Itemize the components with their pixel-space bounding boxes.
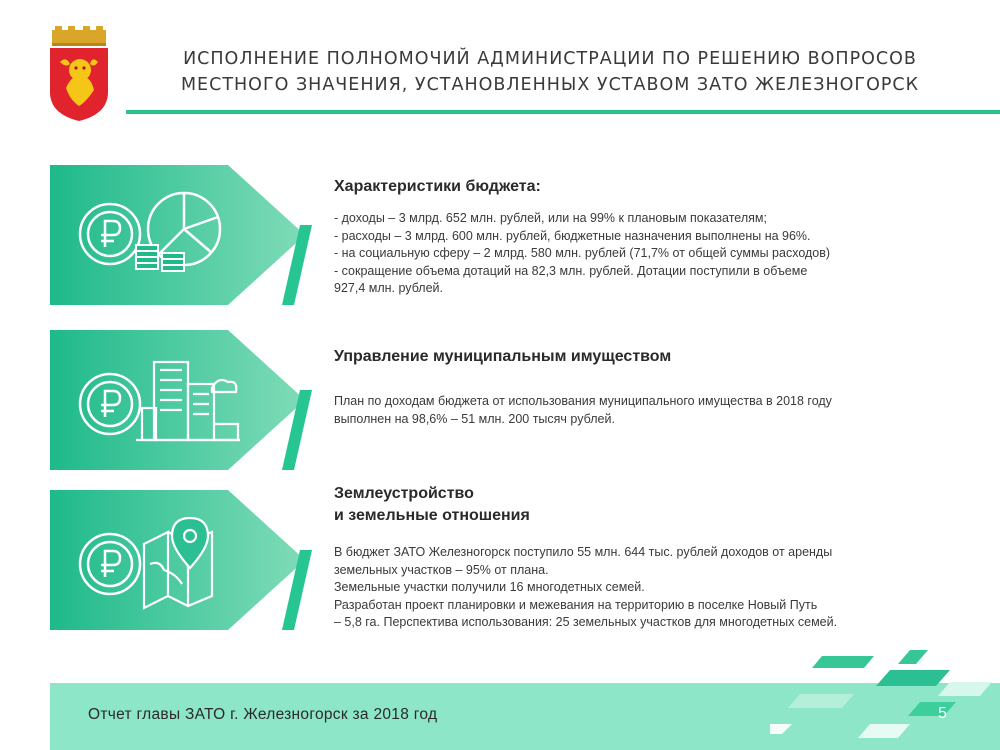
budget-details [334,210,830,298]
property-line: выполнен на 98,6% – 51 млн. 200 тысяч рублей. [334,411,615,426]
land-heading-line1: Землеустройство [334,485,474,502]
property-panel [50,330,310,470]
budget-heading: Характеристики бюджета: [334,178,541,195]
land-line: земельных участков – 95% от плана. [334,562,549,577]
land-heading-line2: и земельные отношения [334,507,530,524]
city-buildings-icon [136,362,240,440]
title-underline [126,110,1000,114]
slide-title-line2: МЕСТНОГО ЗНАЧЕНИЯ, УСТАНОВЛЕННЫХ УСТАВОМ ЗАТО ЖЕЛЕЗНОГОРСК [180,75,920,95]
slide-title-line1: ИСПОЛНЕНИЕ ПОЛНОМОЧИЙ АДМИНИСТРАЦИИ ПО РЕШЕНИЮ ВОПРОСОВ [183,49,917,69]
budget-line: - расходы – 3 млрд. 600 млн. рублей, бюджетные назначения выполнены на 96%. [334,228,811,243]
property-details [334,393,950,428]
map-pin-icon [144,518,212,608]
coin-stacks-icon [136,245,184,271]
land-line: Разработан проект планировки и межевания на территорию в поселке Новый Путь [334,597,818,612]
budget-line: 927,4 млн. рублей. [334,281,443,295]
budget-line: - доходы – 3 млрд. 652 млн. рублей, или на 99% к плановым показателям; [334,211,767,225]
land-panel [50,490,310,630]
ruble-coin-icon [80,534,140,594]
property-line: План по доходам бюджета от использования муниципального имущества в 2018 году [334,394,832,408]
page-number: 5 [938,705,947,722]
ruble-coin-icon [80,374,140,434]
property-heading: Управление муниципальным имуществом [334,348,672,365]
budget-line: - сокращение объема дотаций на 82,3 млн. рублей. Дотации поступили в объеме [334,263,808,278]
budget-line: - на социальную сферу – 2 млрд. 580 млн. рублей (71,7% от общей суммы расходов) [334,246,831,260]
land-line: Земельные участки получили 16 многодетных семей. [334,580,645,594]
land-details [334,544,950,632]
slide-title [130,46,970,98]
footer-report-title: Отчет главы ЗАТО г. Железногорск за 2018 год [88,706,438,723]
decorative-stripes [770,620,1000,750]
land-line: – 5,8 га. Перспектива использования: 25 земельных участков для многодетных семей. [334,615,838,629]
budget-panel [50,165,310,305]
land-heading [334,483,530,527]
land-line: В бюджет ЗАТО Железногорск поступило 55 млн. 644 тыс. рублей доходов от аренды [334,545,833,559]
ruble-coin-icon [80,204,140,264]
city-coat-of-arms-icon [46,26,112,122]
